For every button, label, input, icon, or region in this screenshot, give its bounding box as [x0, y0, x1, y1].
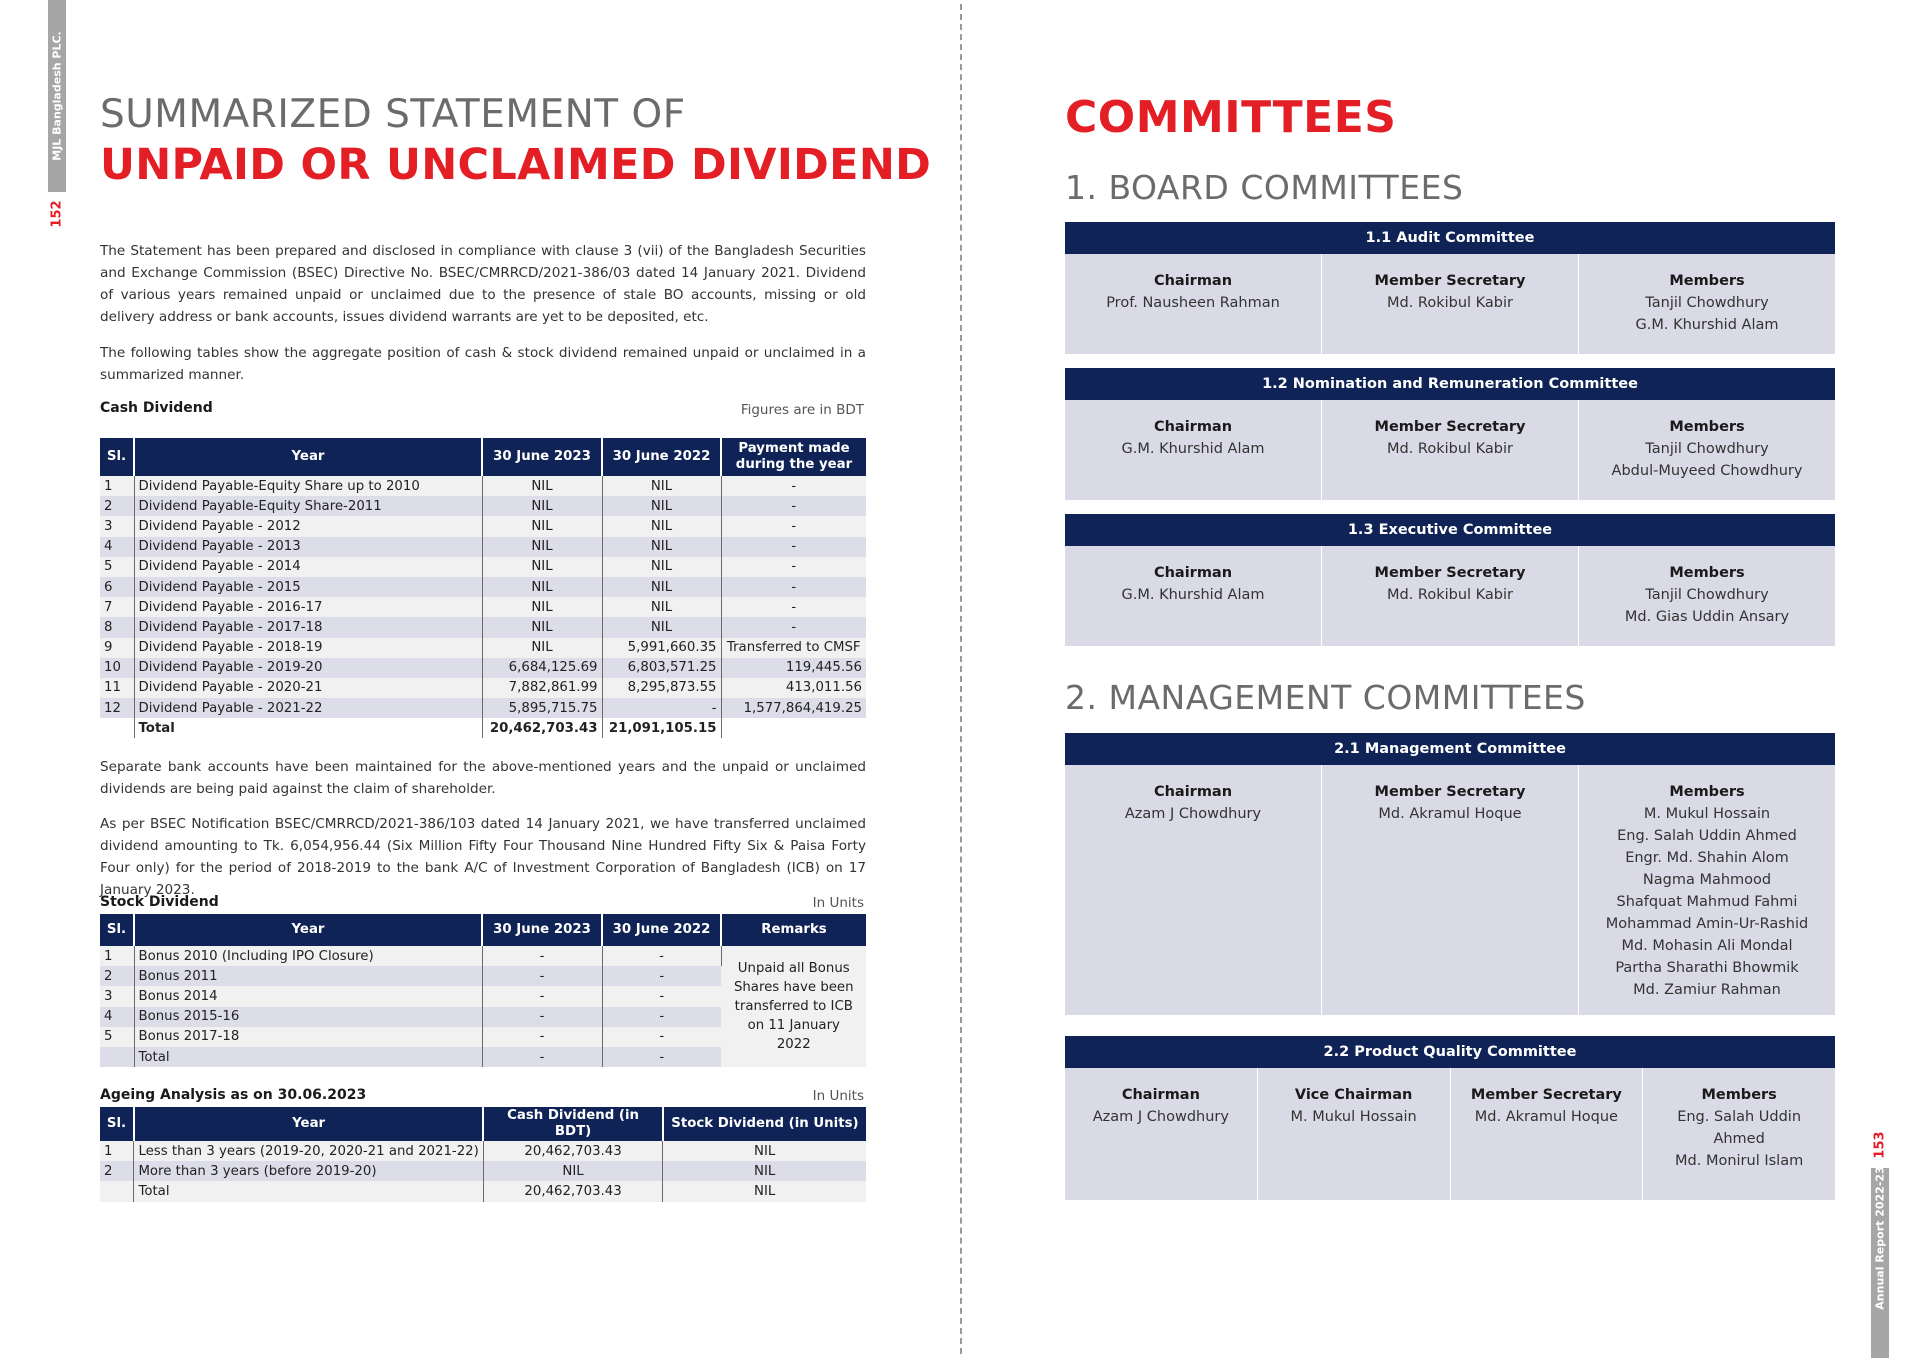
committee-column	[1065, 400, 1322, 500]
committee-member-name: Md. Rokibul Kabir	[1386, 295, 1514, 311]
table-cell: NIL	[663, 1161, 866, 1181]
table-cell: 6	[100, 577, 134, 597]
committee-column	[1322, 765, 1579, 1015]
table-cell: Bonus 2017-18	[134, 1027, 482, 1047]
table-row	[100, 496, 866, 516]
table-row	[100, 1161, 866, 1181]
committee-role: Vice Chairman	[1294, 1087, 1413, 1103]
table-cell: 11	[100, 678, 134, 698]
table-cell: 8,295,873.55	[602, 678, 721, 698]
table-row	[100, 476, 866, 496]
table-cell: Dividend Payable - 2018-19	[134, 638, 482, 658]
table-cell: 20,462,703.43	[482, 718, 602, 738]
table-cell: -	[602, 1027, 721, 1047]
table-row	[100, 638, 866, 658]
committee-member-name: Shafquat Mahmud Fahmi	[1616, 894, 1798, 910]
table-header: 30 June 2023	[482, 438, 602, 476]
committee-role: Member Secretary	[1374, 419, 1526, 435]
table-cell: NIL	[602, 476, 721, 496]
table-header: Year	[134, 914, 482, 946]
table-cell: Dividend Payable - 2015	[134, 577, 482, 597]
table-header: Cash Dividend (in BDT)	[483, 1107, 663, 1141]
committee-name: 1.2 Nomination and Remuneration Committee	[1065, 368, 1835, 400]
table-header: Stock Dividend (in Units)	[663, 1107, 866, 1141]
table-row	[100, 516, 866, 536]
table-cell: Dividend Payable - 2017-18	[134, 617, 482, 637]
table-cell: 5	[100, 557, 134, 577]
committee-role: Member Secretary	[1470, 1087, 1622, 1103]
table-row	[100, 557, 866, 577]
committee-member-name: Ahmed	[1713, 1131, 1765, 1147]
table-cell: 4	[100, 1007, 134, 1027]
committee-members	[1065, 765, 1835, 1015]
table-row	[100, 678, 866, 698]
table-cell: 1,577,864,419.25	[721, 698, 866, 718]
committee-role: Members	[1669, 419, 1745, 435]
table-cell: -	[602, 698, 721, 718]
cash-dividend-title: Cash Dividend	[100, 400, 213, 416]
table-cell	[100, 718, 134, 738]
table-cell: -	[482, 1047, 602, 1067]
committee-member-name: Md. Akramul Hoque	[1378, 806, 1522, 822]
committee-column	[1579, 400, 1835, 500]
committee-column	[1579, 546, 1835, 646]
table-cell: -	[721, 577, 866, 597]
table-cell: 20,462,703.43	[483, 1181, 663, 1201]
table-cell: 6,684,125.69	[482, 658, 602, 678]
committee-member-name: G.M. Khurshid Alam	[1121, 587, 1265, 603]
table-cell: Dividend Payable - 2014	[134, 557, 482, 577]
committee-role: Chairman	[1153, 419, 1233, 435]
table-cell: -	[602, 966, 721, 986]
table-cell: -	[482, 986, 602, 1006]
table-cell: Dividend Payable - 2021-22	[134, 698, 482, 718]
committee-member-name: Md. Mohasin Ali Mondal	[1621, 938, 1793, 954]
table-cell: NIL	[482, 476, 602, 496]
board-committees-heading: 1. BOARD COMMITTEES	[1065, 168, 1464, 207]
page-heading-line1: SUMMARIZED STATEMENT OF	[100, 92, 686, 137]
table-cell: NIL	[482, 557, 602, 577]
table-cell: NIL	[602, 577, 721, 597]
table-cell: 1	[100, 946, 134, 966]
table-header: Payment made during the year	[721, 438, 866, 476]
table-cell: 2	[100, 1161, 134, 1181]
committee-name: 1.1 Audit Committee	[1065, 222, 1835, 254]
committee-member-name: Mohammad Amin-Ur-Rashid	[1605, 916, 1809, 932]
committee-role: Chairman	[1121, 1087, 1200, 1103]
table-cell: 21,091,105.15	[602, 718, 721, 738]
table-cell: -	[602, 946, 721, 966]
cash-dividend-note: Figures are in BDT	[740, 402, 864, 418]
table-header: Sl.	[100, 1107, 134, 1141]
committee-member-name: Tanjil Chowdhury	[1645, 587, 1769, 603]
left-side-tab	[48, 0, 66, 192]
table-cell: NIL	[482, 496, 602, 516]
table-cell: NIL	[663, 1141, 866, 1161]
table-cell: Dividend Payable - 2019-20	[134, 658, 482, 678]
committee-member-name: M. Mukul Hossain	[1290, 1109, 1417, 1125]
table-cell: -	[602, 1047, 721, 1067]
committee-member-name: Tanjil Chowdhury	[1645, 441, 1769, 457]
committee-column	[1322, 546, 1579, 646]
table-cell: -	[721, 496, 866, 516]
table-row	[100, 658, 866, 678]
table-cell: -	[721, 617, 866, 637]
table-header: Year	[134, 1107, 483, 1141]
table-cell: 3	[100, 516, 134, 536]
table-cell: 1	[100, 476, 134, 496]
committee-role: Members	[1701, 1087, 1777, 1103]
intro-paragraph: The Statement has been prepared and disclosed in compliance with clause 3 (vii) of the Bangladesh Securities and Exchange Commission (BSEC) Directive No. BSEC/CMRRCD/2021-386/03 dated 14 January 2021. Dividend of various years remained unpaid or unclaimed due to the presence of stale BO accounts, missing or old delivery address or bank accounts, issues dividend warrants are yet to be deposited, etc.	[100, 243, 866, 325]
stock-dividend-table	[100, 914, 866, 1067]
table-cell: Dividend Payable-Equity Share up to 2010	[134, 476, 482, 496]
table-cell: NIL	[482, 597, 602, 617]
committee-member-name: Md. Zamiur Rahman	[1633, 982, 1781, 998]
table-cell: 12	[100, 698, 134, 718]
ageing-analysis-title: Ageing Analysis as on 30.06.2023	[100, 1087, 367, 1103]
table-header: 30 June 2023	[482, 914, 602, 946]
table-cell: 4	[100, 537, 134, 557]
table-row	[100, 577, 866, 597]
stock-remarks-cell: Unpaid all Bonus Shares have been transferred to ICB on 11 January 2022	[721, 946, 866, 1067]
transfer-paragraph: As per BSEC Notification BSEC/CMRRCD/2021-386/103 dated 14 January 2021, we have transferred unclaimed dividend amounting to Tk. 6,054,956.44 (Six Million Fifty Four Thousand Nine Hundred Fifty Six & Paisa Forty Four only) for the period of 2018-2019 to the bank A/C of Investment Corporation of Bangladesh (ICB) on 17 January 2023.	[100, 816, 866, 898]
table-row	[100, 1141, 866, 1161]
committee-member-name: Tanjil Chowdhury	[1645, 295, 1769, 311]
bank-accounts-paragraph: Separate bank accounts have been maintained for the above-mentioned years and the unpaid or unclaimed dividends are being paid against the claim of shareholder.	[100, 759, 866, 797]
table-cell: Total	[134, 718, 482, 738]
committee-role: Member Secretary	[1374, 784, 1526, 800]
committee-member-name: Azam J Chowdhury	[1124, 806, 1262, 822]
table-cell: NIL	[602, 496, 721, 516]
right-page	[960, 0, 1920, 1358]
table-cell: NIL	[482, 617, 602, 637]
table-cell: 10	[100, 658, 134, 678]
committee-box	[1065, 368, 1835, 500]
annual-report-tab-text: Annual Report 2022-23	[1873, 1166, 1887, 1310]
table-cell: -	[602, 1007, 721, 1027]
committee-box	[1065, 1036, 1835, 1200]
committee-column	[1065, 1068, 1258, 1200]
table-cell: Bonus 2010 (Including IPO Closure)	[134, 946, 482, 966]
table-cell: NIL	[482, 537, 602, 557]
table-cell: NIL	[482, 638, 602, 658]
table-cell: 2	[100, 496, 134, 516]
table-cell: -	[602, 986, 721, 1006]
committee-member-name: Eng. Salah Uddin	[1677, 1109, 1802, 1125]
table-cell: 20,462,703.43	[483, 1141, 663, 1161]
table-cell: Dividend Payable - 2012	[134, 516, 482, 536]
committee-column	[1643, 1068, 1835, 1200]
ageing-analysis-table	[100, 1107, 866, 1202]
table-cell: -	[482, 966, 602, 986]
committee-member-name: Eng. Salah Uddin Ahmed	[1617, 828, 1797, 844]
table-cell: 6,803,571.25	[602, 658, 721, 678]
table-cell: -	[721, 557, 866, 577]
committee-column	[1579, 254, 1835, 354]
committee-member-name: Partha Sharathi Bhowmik	[1615, 960, 1799, 976]
table-header: Remarks	[721, 914, 866, 946]
committee-member-name: Md. Rokibul Kabir	[1386, 441, 1514, 457]
table-total-row	[100, 718, 866, 738]
committee-column	[1579, 765, 1835, 1015]
table-header: Year	[134, 438, 482, 476]
committee-name: 2.2 Product Quality Committee	[1065, 1036, 1835, 1068]
committee-role: Member Secretary	[1374, 273, 1526, 289]
table-cell	[721, 718, 866, 738]
committee-members	[1065, 1068, 1835, 1200]
table-cell: Total	[134, 1047, 482, 1067]
committee-column	[1322, 400, 1579, 500]
table-cell: -	[721, 476, 866, 496]
table-cell: Bonus 2015-16	[134, 1007, 482, 1027]
stock-dividend-title: Stock Dividend	[100, 894, 219, 910]
table-cell: 413,011.56	[721, 678, 866, 698]
table-cell: Dividend Payable - 2013	[134, 537, 482, 557]
table-cell: 5,991,660.35	[602, 638, 721, 658]
table-cell: 8	[100, 617, 134, 637]
committee-column	[1322, 254, 1579, 354]
table-header: 30 June 2022	[602, 438, 721, 476]
committee-box	[1065, 733, 1835, 1015]
table-cell: 3	[100, 986, 134, 1006]
committee-members	[1065, 400, 1835, 500]
table-cell: 2	[100, 966, 134, 986]
page-heading-line2: UNPAID OR UNCLAIMED DIVIDEND	[100, 140, 932, 190]
table-row	[100, 597, 866, 617]
table-cell: -	[482, 1027, 602, 1047]
committee-name: 1.3 Executive Committee	[1065, 514, 1835, 546]
committee-role: Members	[1669, 273, 1745, 289]
committee-box	[1065, 514, 1835, 646]
table-row	[100, 617, 866, 637]
table-header: Sl.	[100, 914, 134, 946]
committee-column	[1065, 254, 1322, 354]
committee-member-name: Abdul-Muyeed Chowdhury	[1611, 463, 1803, 479]
table-row	[100, 537, 866, 557]
table-cell: Dividend Payable - 2016-17	[134, 597, 482, 617]
table-cell: Less than 3 years (2019-20, 2020-21 and 2021-22)	[134, 1141, 483, 1161]
table-cell: NIL	[663, 1181, 866, 1201]
committee-member-name: Prof. Nausheen Rahman	[1106, 295, 1280, 311]
table-cell: Bonus 2011	[134, 966, 482, 986]
committee-role: Chairman	[1153, 273, 1233, 289]
committee-role: Members	[1669, 784, 1745, 800]
table-cell: -	[721, 597, 866, 617]
table-row	[100, 698, 866, 718]
table-header: Sl.	[100, 438, 134, 476]
committee-member-name: Md. Monirul Islam	[1675, 1153, 1804, 1169]
table-cell: NIL	[482, 516, 602, 536]
committee-name: 2.1 Management Committee	[1065, 733, 1835, 765]
tables-intro-paragraph: The following tables show the aggregate position of cash & stock dividend remained unpaid or unclaimed in a summarized manner.	[100, 345, 866, 383]
table-cell: NIL	[483, 1161, 663, 1181]
table-cell: -	[721, 537, 866, 557]
cash-dividend-table	[100, 438, 866, 738]
company-name-tab-text: MJL Bangladesh PLC.	[50, 31, 64, 161]
table-cell: -	[482, 1007, 602, 1027]
management-committees-heading: 2. MANAGEMENT COMMITTEES	[1065, 678, 1586, 717]
table-cell: 7	[100, 597, 134, 617]
table-row	[100, 946, 866, 966]
committee-members	[1065, 254, 1835, 354]
table-cell: NIL	[602, 597, 721, 617]
committee-member-name: Engr. Md. Shahin Alom	[1625, 850, 1789, 866]
committee-role: Chairman	[1153, 565, 1233, 581]
committee-member-name: Md. Gias Uddin Ansary	[1624, 609, 1790, 625]
committee-member-name: G.M. Khurshid Alam	[1635, 317, 1779, 333]
committee-members	[1065, 546, 1835, 646]
committee-role: Chairman	[1153, 784, 1233, 800]
table-cell: 9	[100, 638, 134, 658]
left-page-number: 152	[49, 200, 65, 228]
table-cell: More than 3 years (before 2019-20)	[134, 1161, 483, 1181]
stock-dividend-note: In Units	[812, 895, 864, 911]
table-cell	[100, 1047, 134, 1067]
committee-column	[1451, 1068, 1644, 1200]
table-cell: Bonus 2014	[134, 986, 482, 1006]
committee-member-name: Nagma Mahmood	[1642, 872, 1772, 888]
committee-box	[1065, 222, 1835, 354]
committee-column	[1065, 546, 1322, 646]
table-cell: 7,882,861.99	[482, 678, 602, 698]
ageing-analysis-note: In Units	[812, 1088, 864, 1104]
table-cell: NIL	[602, 557, 721, 577]
committee-member-name: Md. Rokibul Kabir	[1386, 587, 1514, 603]
committee-column	[1258, 1068, 1451, 1200]
committee-role: Members	[1669, 565, 1745, 581]
table-row	[100, 1181, 866, 1201]
committee-member-name: Azam J Chowdhury	[1092, 1109, 1229, 1125]
right-side-tab	[1871, 1168, 1889, 1358]
committee-member-name: Md. Akramul Hoque	[1474, 1109, 1618, 1125]
committee-member-name: M. Mukul Hossain	[1643, 806, 1771, 822]
table-cell: NIL	[602, 617, 721, 637]
committees-title: COMMITTEES	[1065, 92, 1397, 143]
table-cell: Dividend Payable - 2020-21	[134, 678, 482, 698]
table-cell: NIL	[602, 537, 721, 557]
table-cell: -	[482, 946, 602, 966]
table-cell: Total	[134, 1181, 483, 1201]
committee-member-name: G.M. Khurshid Alam	[1121, 441, 1265, 457]
table-cell	[100, 1181, 134, 1201]
table-cell: 5	[100, 1027, 134, 1047]
right-page-number: 153	[1872, 1131, 1888, 1159]
committee-role: Member Secretary	[1374, 565, 1526, 581]
table-cell: 5,895,715.75	[482, 698, 602, 718]
table-cell: NIL	[602, 516, 721, 536]
table-cell: Transferred to CMSF	[721, 638, 866, 658]
table-header: 30 June 2022	[602, 914, 721, 946]
table-cell: Dividend Payable-Equity Share-2011	[134, 496, 482, 516]
table-cell: 119,445.56	[721, 658, 866, 678]
table-cell: 1	[100, 1141, 134, 1161]
committee-column	[1065, 765, 1322, 1015]
table-cell: NIL	[482, 577, 602, 597]
table-cell: -	[721, 516, 866, 536]
